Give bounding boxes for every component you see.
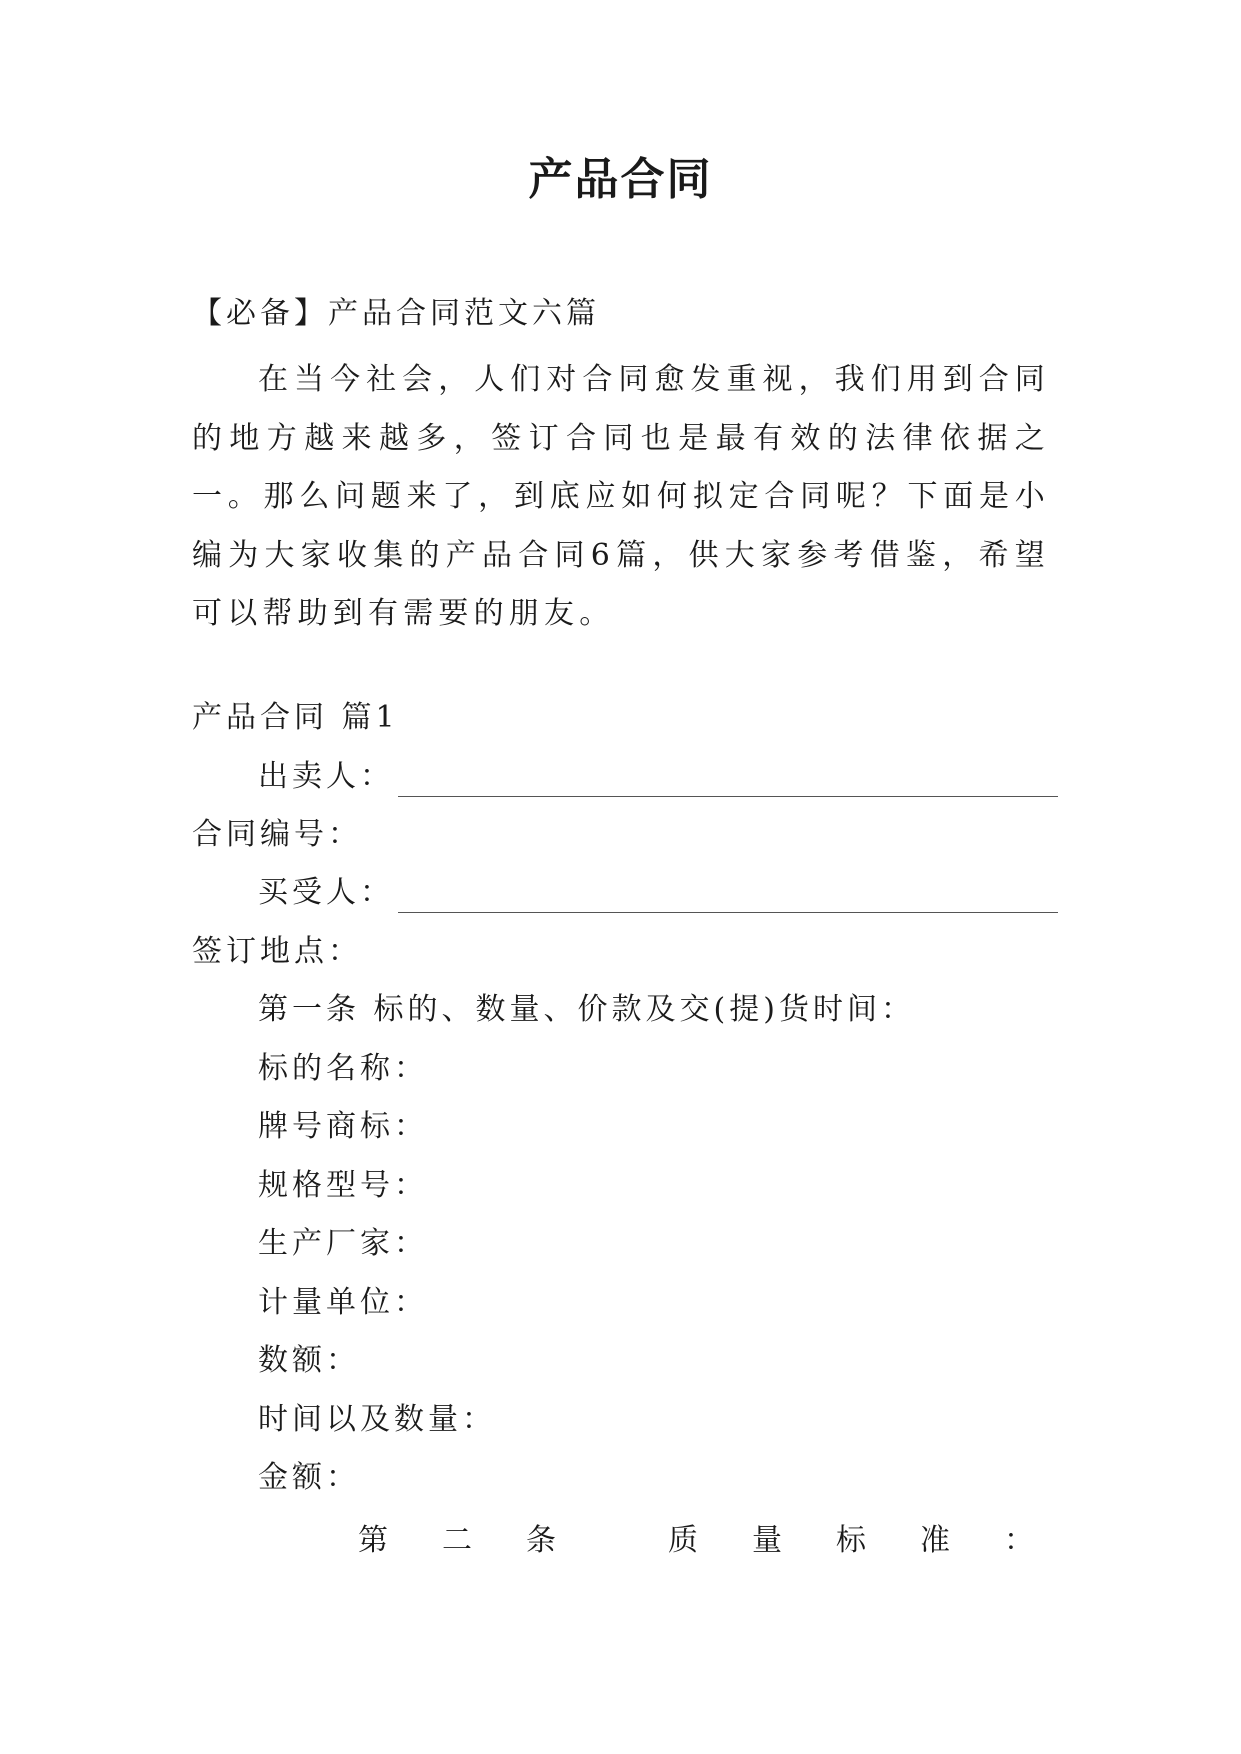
sign-place-label: 签订地点：: [192, 934, 362, 969]
article-2-char: 条: [526, 1523, 556, 1558]
field-manufacturer: 生产厂家：: [258, 1226, 428, 1261]
article-2-char: 二: [442, 1523, 472, 1558]
field-amount: 金额：: [258, 1460, 360, 1495]
field-measurement-unit: 计量单位：: [258, 1285, 428, 1320]
field-quantity: 数额：: [258, 1343, 360, 1378]
article-2-char: 准: [920, 1523, 950, 1558]
buyer-label: 买受人：: [258, 875, 394, 910]
article-2-char: 标: [836, 1523, 866, 1558]
article-2-char: 第: [358, 1523, 388, 1558]
field-subject-name: 标的名称：: [258, 1051, 428, 1086]
document-title: 产品合同: [528, 154, 713, 205]
section-title: 产品合同 篇1: [192, 700, 399, 735]
field-brand-trademark: 牌号商标：: [258, 1109, 428, 1144]
field-specification-model: 规格型号：: [258, 1168, 428, 1203]
document-heading: 【必备】产品合同范文六篇: [192, 296, 600, 331]
article-2-char: 质: [668, 1523, 698, 1558]
article-2-char: 量: [752, 1523, 782, 1558]
buyer-row: [258, 873, 1058, 913]
seller-label: 出卖人：: [258, 759, 394, 794]
buyer-blank-line: [398, 884, 1058, 913]
article-2-title: [358, 1521, 1034, 1561]
seller-row: [258, 757, 1058, 797]
seller-blank-line: [398, 768, 1058, 797]
field-time-and-quantity: 时间以及数量：: [258, 1402, 496, 1437]
intro-paragraph: 在当今社会，人们对合同愈发重视，我们用到合同的地方越来越多，签订合同也是最有效的法律依据之一。那么问题来了，到底应如何拟定合同呢？下面是小编为大家收集的产品合同6篇，供大家参考借鉴，希望可以帮助到有需要的朋友。: [192, 362, 1050, 631]
contract-number-label: 合同编号：: [192, 817, 362, 852]
article-2-char: ：: [1004, 1523, 1034, 1558]
article-1-title: 第一条 标的、数量、价款及交(提)货时间：: [258, 992, 915, 1027]
